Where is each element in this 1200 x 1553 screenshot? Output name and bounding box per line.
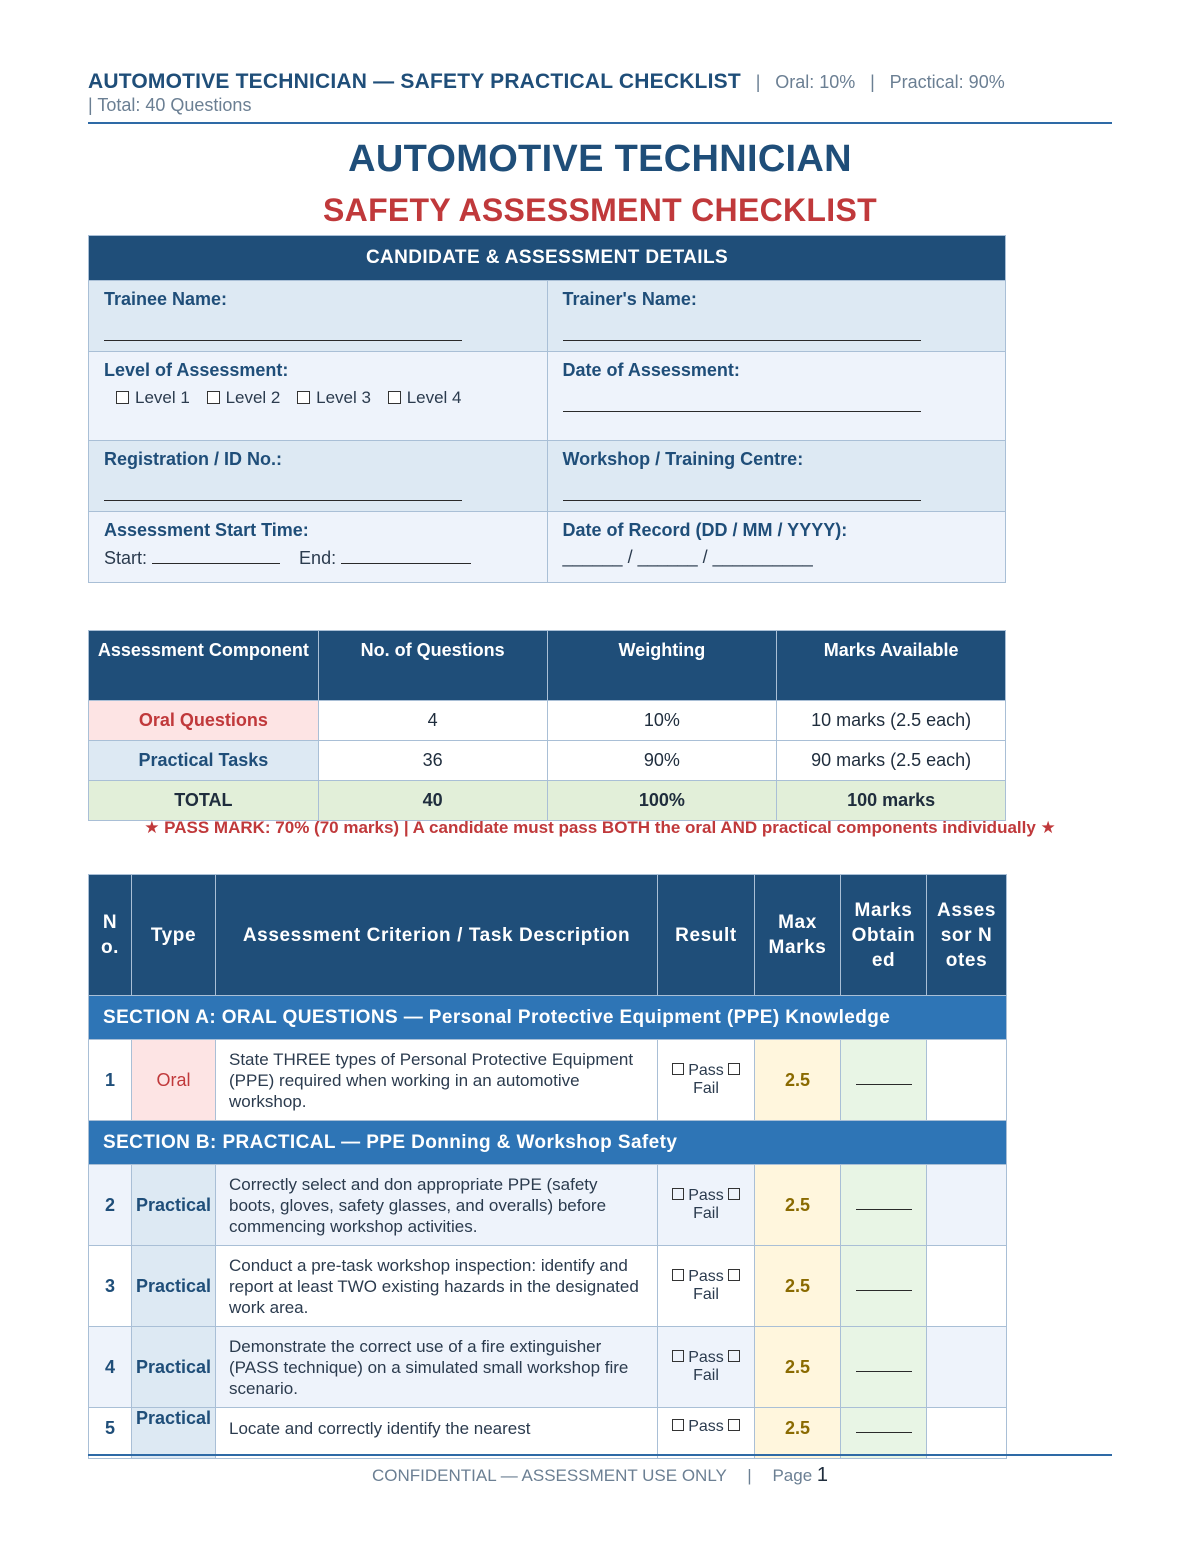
max-marks: 2.5	[755, 1408, 841, 1459]
page-footer	[88, 1454, 1112, 1487]
level-1-checkbox[interactable]	[116, 391, 129, 404]
start-time-cell	[89, 512, 548, 583]
row-description: Locate and correctly identify the nearest	[216, 1408, 658, 1459]
assessor-notes-header: Assessor Notes	[927, 875, 1007, 996]
level-4-label: Level 4	[406, 388, 462, 407]
table-row	[89, 1327, 1007, 1408]
assessment-date-cell	[547, 352, 1006, 441]
criteria-table	[88, 874, 1007, 1459]
marks-obtained-cell	[841, 1165, 927, 1246]
level-cell	[89, 352, 548, 441]
row-description: Conduct a pre-task workshop inspection: identify and report at least TWO existing hazards in the designated work area.	[216, 1246, 658, 1327]
fail-label: Fail	[693, 1286, 719, 1303]
section-b-row	[89, 1121, 1007, 1165]
row-number: 4	[89, 1327, 132, 1408]
fail-label: Fail	[693, 1367, 719, 1384]
max-marks: 2.5	[755, 1246, 841, 1327]
result-cell	[658, 1408, 755, 1459]
row-type: Practical	[132, 1327, 216, 1408]
marks-obtained-cell	[841, 1408, 927, 1459]
details-heading: CANDIDATE & ASSESSMENT DETAILS	[89, 236, 1006, 281]
header-oral-weight: Oral: 10%	[775, 72, 856, 92]
max-marks: 2.5	[755, 1040, 841, 1121]
registration-label: Registration / ID No.:	[104, 449, 283, 469]
marks-obtained-field[interactable]	[856, 1357, 912, 1372]
weighting-header: Weighting	[547, 631, 777, 701]
oral-questions: 4	[318, 701, 547, 741]
result-cell	[658, 1165, 755, 1246]
section-b-title: SECTION B: PRACTICAL — PPE Donning & Workshop Safety	[89, 1121, 1007, 1165]
row-description: State THREE types of Personal Protective Equipment (PPE) required when working in an automotive workshop.	[216, 1040, 658, 1121]
level-options	[104, 387, 532, 408]
document-title: AUTOMOTIVE TECHNICIAN	[348, 138, 852, 180]
start-label: Start:	[104, 548, 148, 568]
document-subtitle: SAFETY ASSESSMENT CHECKLIST	[323, 192, 877, 228]
table-row	[89, 781, 1006, 821]
trainee-name-cell	[89, 281, 548, 352]
level-2-label: Level 2	[225, 388, 281, 407]
pass-checkbox[interactable]	[672, 1350, 684, 1362]
row-number: 5	[89, 1408, 132, 1459]
fail-checkbox[interactable]	[728, 1350, 740, 1362]
practical-weighting: 90%	[547, 741, 777, 781]
pass-label: Pass	[688, 1187, 724, 1204]
max-marks-header: Max Marks	[755, 875, 841, 996]
pass-label: Pass	[688, 1349, 724, 1366]
candidate-details-table	[88, 235, 1006, 583]
fail-checkbox[interactable]	[728, 1063, 740, 1075]
table-row	[89, 1246, 1007, 1327]
registration-cell	[89, 441, 548, 512]
workshop-field[interactable]	[563, 480, 921, 501]
pass-label: Pass	[688, 1062, 724, 1079]
trainee-name-field[interactable]	[104, 320, 462, 341]
header-total-questions: | Total: 40 Questions	[88, 95, 252, 115]
fail-checkbox[interactable]	[728, 1188, 740, 1200]
table-row	[89, 1408, 1007, 1459]
start-time-label: Assessment Start Time:	[104, 520, 309, 540]
fail-label: Fail	[693, 1205, 719, 1222]
total-weighting: 100%	[547, 781, 777, 821]
fail-checkbox[interactable]	[728, 1419, 740, 1431]
level-3-label: Level 3	[316, 388, 371, 407]
footer-page-label: Page	[772, 1466, 813, 1485]
table-row	[89, 741, 1006, 781]
end-time-field[interactable]	[341, 547, 471, 564]
level-label: Level of Assessment:	[104, 360, 289, 380]
marks-obtained-header: Marks Obtained	[841, 875, 927, 996]
record-date-label: Date of Record (DD / MM / YYYY):	[562, 520, 848, 540]
max-marks: 2.5	[755, 1327, 841, 1408]
row-type: Practical	[132, 1246, 216, 1327]
marks-obtained-field[interactable]	[856, 1070, 912, 1085]
level-4-checkbox[interactable]	[388, 391, 401, 404]
level-3-checkbox[interactable]	[297, 391, 310, 404]
header-separator: |	[870, 72, 875, 92]
pass-label: Pass	[688, 1268, 724, 1285]
marks-obtained-cell	[841, 1327, 927, 1408]
assessor-notes-field[interactable]	[927, 1040, 1007, 1121]
practical-component-name: Practical Tasks	[89, 741, 319, 781]
header-separator: |	[755, 72, 761, 92]
trainer-name-label: Trainer's Name:	[562, 289, 697, 309]
result-cell	[658, 1040, 755, 1121]
marks-obtained-cell	[841, 1246, 927, 1327]
table-row	[89, 1040, 1007, 1121]
pass-mark-note: ★ PASS MARK: 70% (70 marks) | A candidate must pass BOTH the oral AND practical components individually ★	[144, 818, 1056, 837]
total-label: TOTAL	[89, 781, 319, 821]
trainer-name-cell	[547, 281, 1006, 352]
level-2-checkbox[interactable]	[207, 391, 220, 404]
fail-checkbox[interactable]	[728, 1269, 740, 1281]
marks-obtained-field[interactable]	[856, 1418, 912, 1433]
footer-confidential: CONFIDENTIAL — ASSESSMENT USE ONLY	[371, 1466, 727, 1485]
start-time-field[interactable]	[152, 547, 280, 564]
pass-label: Pass	[688, 1418, 724, 1435]
oral-marks: 10 marks (2.5 each)	[777, 701, 1006, 741]
row-number: 1	[89, 1040, 132, 1121]
result-header: Result	[658, 875, 755, 996]
oral-component-name: Oral Questions	[89, 701, 319, 741]
total-questions: 40	[318, 781, 547, 821]
fail-label: Fail	[693, 1080, 719, 1097]
workshop-cell	[547, 441, 1006, 512]
row-type: Practical	[132, 1165, 216, 1246]
footer-separator: |	[747, 1466, 752, 1485]
running-header-title: AUTOMOTIVE TECHNICIAN — SAFETY PRACTICAL CHECKLIST	[88, 70, 741, 93]
marks-header: Marks Available	[777, 631, 1006, 701]
row-description: Demonstrate the correct use of a fire extinguisher (PASS technique) on a simulated small workshop fire scenario.	[216, 1327, 658, 1408]
component-header: Assessment Component	[89, 631, 319, 701]
registration-field[interactable]	[104, 480, 462, 501]
page-number: 1	[816, 1464, 829, 1486]
pass-checkbox[interactable]	[672, 1063, 684, 1075]
marks-obtained-field[interactable]	[856, 1195, 912, 1210]
level-1-label: Level 1	[135, 388, 190, 407]
pass-checkbox[interactable]	[672, 1419, 684, 1431]
table-row	[89, 701, 1006, 741]
oral-weighting: 10%	[547, 701, 777, 741]
practical-marks: 90 marks (2.5 each)	[777, 741, 1006, 781]
total-marks: 100 marks	[777, 781, 1006, 821]
record-date-field[interactable]: ______ / ______ / __________	[562, 547, 813, 567]
row-type: Oral	[132, 1040, 216, 1121]
row-number: 3	[89, 1246, 132, 1327]
questions-header: No. of Questions	[318, 631, 547, 701]
result-cell	[658, 1327, 755, 1408]
pass-checkbox[interactable]	[672, 1188, 684, 1200]
assessment-date-label: Date of Assessment:	[562, 360, 740, 380]
section-a-title: SECTION A: ORAL QUESTIONS — Personal Protective Equipment (PPE) Knowledge	[89, 996, 1007, 1040]
assessor-notes-field[interactable]	[927, 1165, 1007, 1246]
marks-obtained-cell	[841, 1040, 927, 1121]
no-header: No.	[89, 875, 132, 996]
row-description: Correctly select and don appropriate PPE (safety boots, gloves, safety glasses, and overalls) before commencing workshop activities.	[216, 1165, 658, 1246]
record-date-cell	[547, 512, 1006, 583]
assessment-date-field[interactable]	[563, 391, 921, 412]
end-label: End:	[299, 548, 337, 568]
trainee-name-label: Trainee Name:	[104, 289, 228, 309]
assessor-notes-field[interactable]	[927, 1327, 1007, 1408]
header-practical-weight: Practical: 90%	[889, 72, 1005, 92]
trainer-name-field[interactable]	[563, 320, 921, 341]
table-row	[89, 1165, 1007, 1246]
pass-checkbox[interactable]	[672, 1269, 684, 1281]
section-a-row	[89, 996, 1007, 1040]
assessor-notes-field[interactable]	[927, 1246, 1007, 1327]
max-marks: 2.5	[755, 1165, 841, 1246]
criterion-header: Assessment Criterion / Task Description	[216, 875, 658, 996]
result-cell	[658, 1246, 755, 1327]
type-header: Type	[132, 875, 216, 996]
assessor-notes-field[interactable]	[927, 1408, 1007, 1459]
row-number: 2	[89, 1165, 132, 1246]
running-header	[88, 70, 1112, 124]
practical-questions: 36	[318, 741, 547, 781]
row-type: Practical	[132, 1408, 216, 1459]
workshop-label: Workshop / Training Centre:	[562, 449, 804, 469]
assessment-components-table	[88, 630, 1006, 821]
marks-obtained-field[interactable]	[856, 1276, 912, 1291]
